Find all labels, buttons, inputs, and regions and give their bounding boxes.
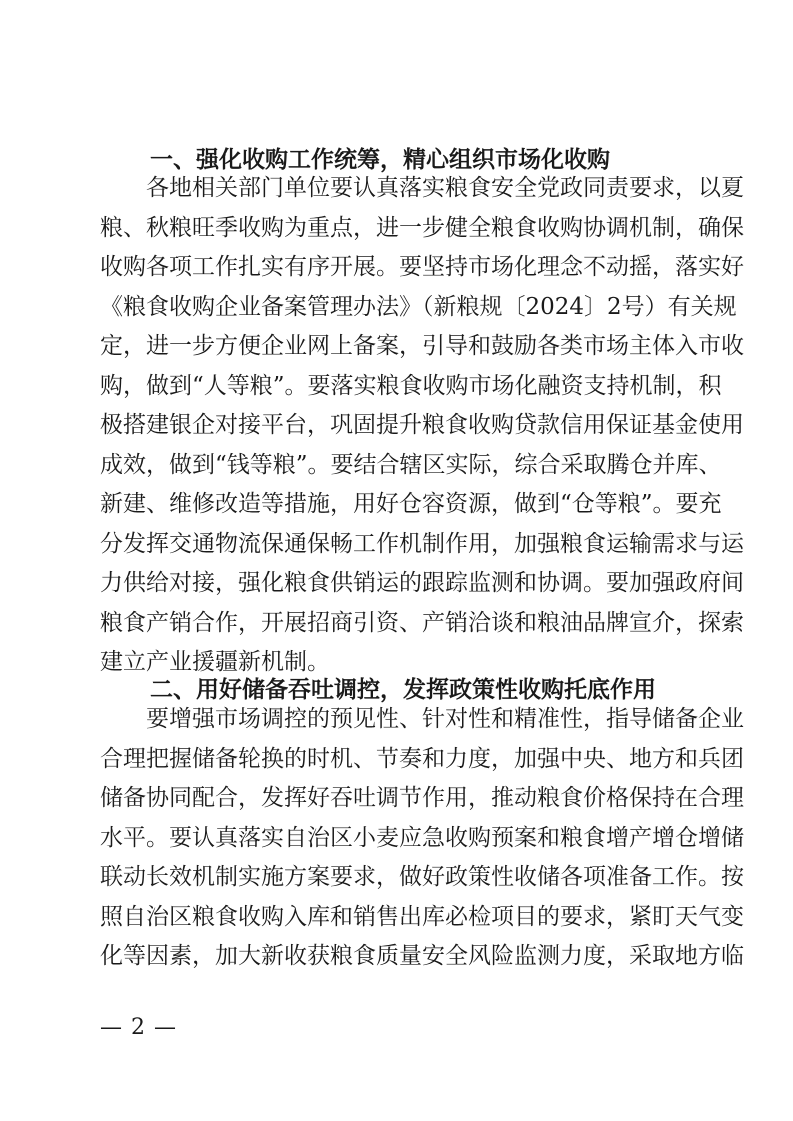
paragraph-line: 力供给对接，强化粮食供销运的跟踪监测和协调。要加强政府间 <box>100 570 744 596</box>
paragraph-line: 粮食产销合作，开展招商引资、产销洽谈和粮油品牌宣介，探索 <box>100 609 744 636</box>
paragraph-line: 照自治区粮食收购入库和销售出库必检项目的要求，紧盯天气变 <box>100 903 744 930</box>
paragraph-line: 分发挥交通物流保通保畅工作机制作用，加强粮食运输需求与运 <box>100 530 744 557</box>
paragraph-line: 化等因素，加大新收获粮食质量安全风险监测力度，采取地方临 <box>100 943 744 969</box>
paragraph-line: 成效，做到“钱等粮”。要结合辖区实际，综合采取腾仓并库、 <box>100 451 722 478</box>
paragraph-line: 建立产业援疆新机制。 <box>100 649 330 675</box>
paragraph-line: 要增强市场调控的预见性、针对性和精准性，指导储备企业 <box>146 706 744 732</box>
paragraph-line: 水平。要认真落实自治区小麦应急收购预案和粮食增产增仓增储 <box>100 824 744 851</box>
section-1-body <box>100 169 744 683</box>
paragraph-line: 储备协同配合，发挥好吞吐调节作用，推动粮食价格保持在合理 <box>100 785 744 811</box>
paragraph-line: 定，进一步方便企业网上备案，引导和鼓励各类市场主体入市收 <box>100 333 744 359</box>
paragraph-line: 《粮食收购企业备案管理办法》（新粮规〔2024〕2号）有关规 <box>100 293 737 320</box>
paragraph-line: 新建、维修改造等措施，用好仓容资源，做到“仓等粮”。要充 <box>100 491 722 517</box>
section-2-body <box>100 700 744 977</box>
page-number: — 2 — <box>100 1015 177 1040</box>
section-1-heading: 一、强化收购工作统筹，精心组织市场化收购 <box>150 147 610 173</box>
paragraph-line: 购，做到“人等粮”。要落实粮食收购市场化融资支持机制，积 <box>100 372 722 399</box>
paragraph-line: 合理把握储备轮换的时机、节奏和力度，加强中央、地方和兵团 <box>100 745 744 772</box>
paragraph-line: 联动长效机制实施方案要求，做好政策性收储各项准备工作。按 <box>100 864 744 890</box>
paragraph-line: 极搭建银企对接平台，巩固提升粮食收购贷款信用保证基金使用 <box>100 412 744 438</box>
paragraph-line: 粮、秋粮旺季收购为重点，进一步健全粮食收购协调机制，确保 <box>100 214 744 241</box>
section-2-heading: 二、用好储备吞吐调控，发挥政策性收购托底作用 <box>150 677 656 703</box>
paragraph-line: 收购各项工作扎实有序开展。要坚持市场化理念不动摇，落实好 <box>100 254 744 280</box>
paragraph-line: 各地相关部门单位要认真落实粮食安全党政同责要求，以夏 <box>146 175 744 201</box>
